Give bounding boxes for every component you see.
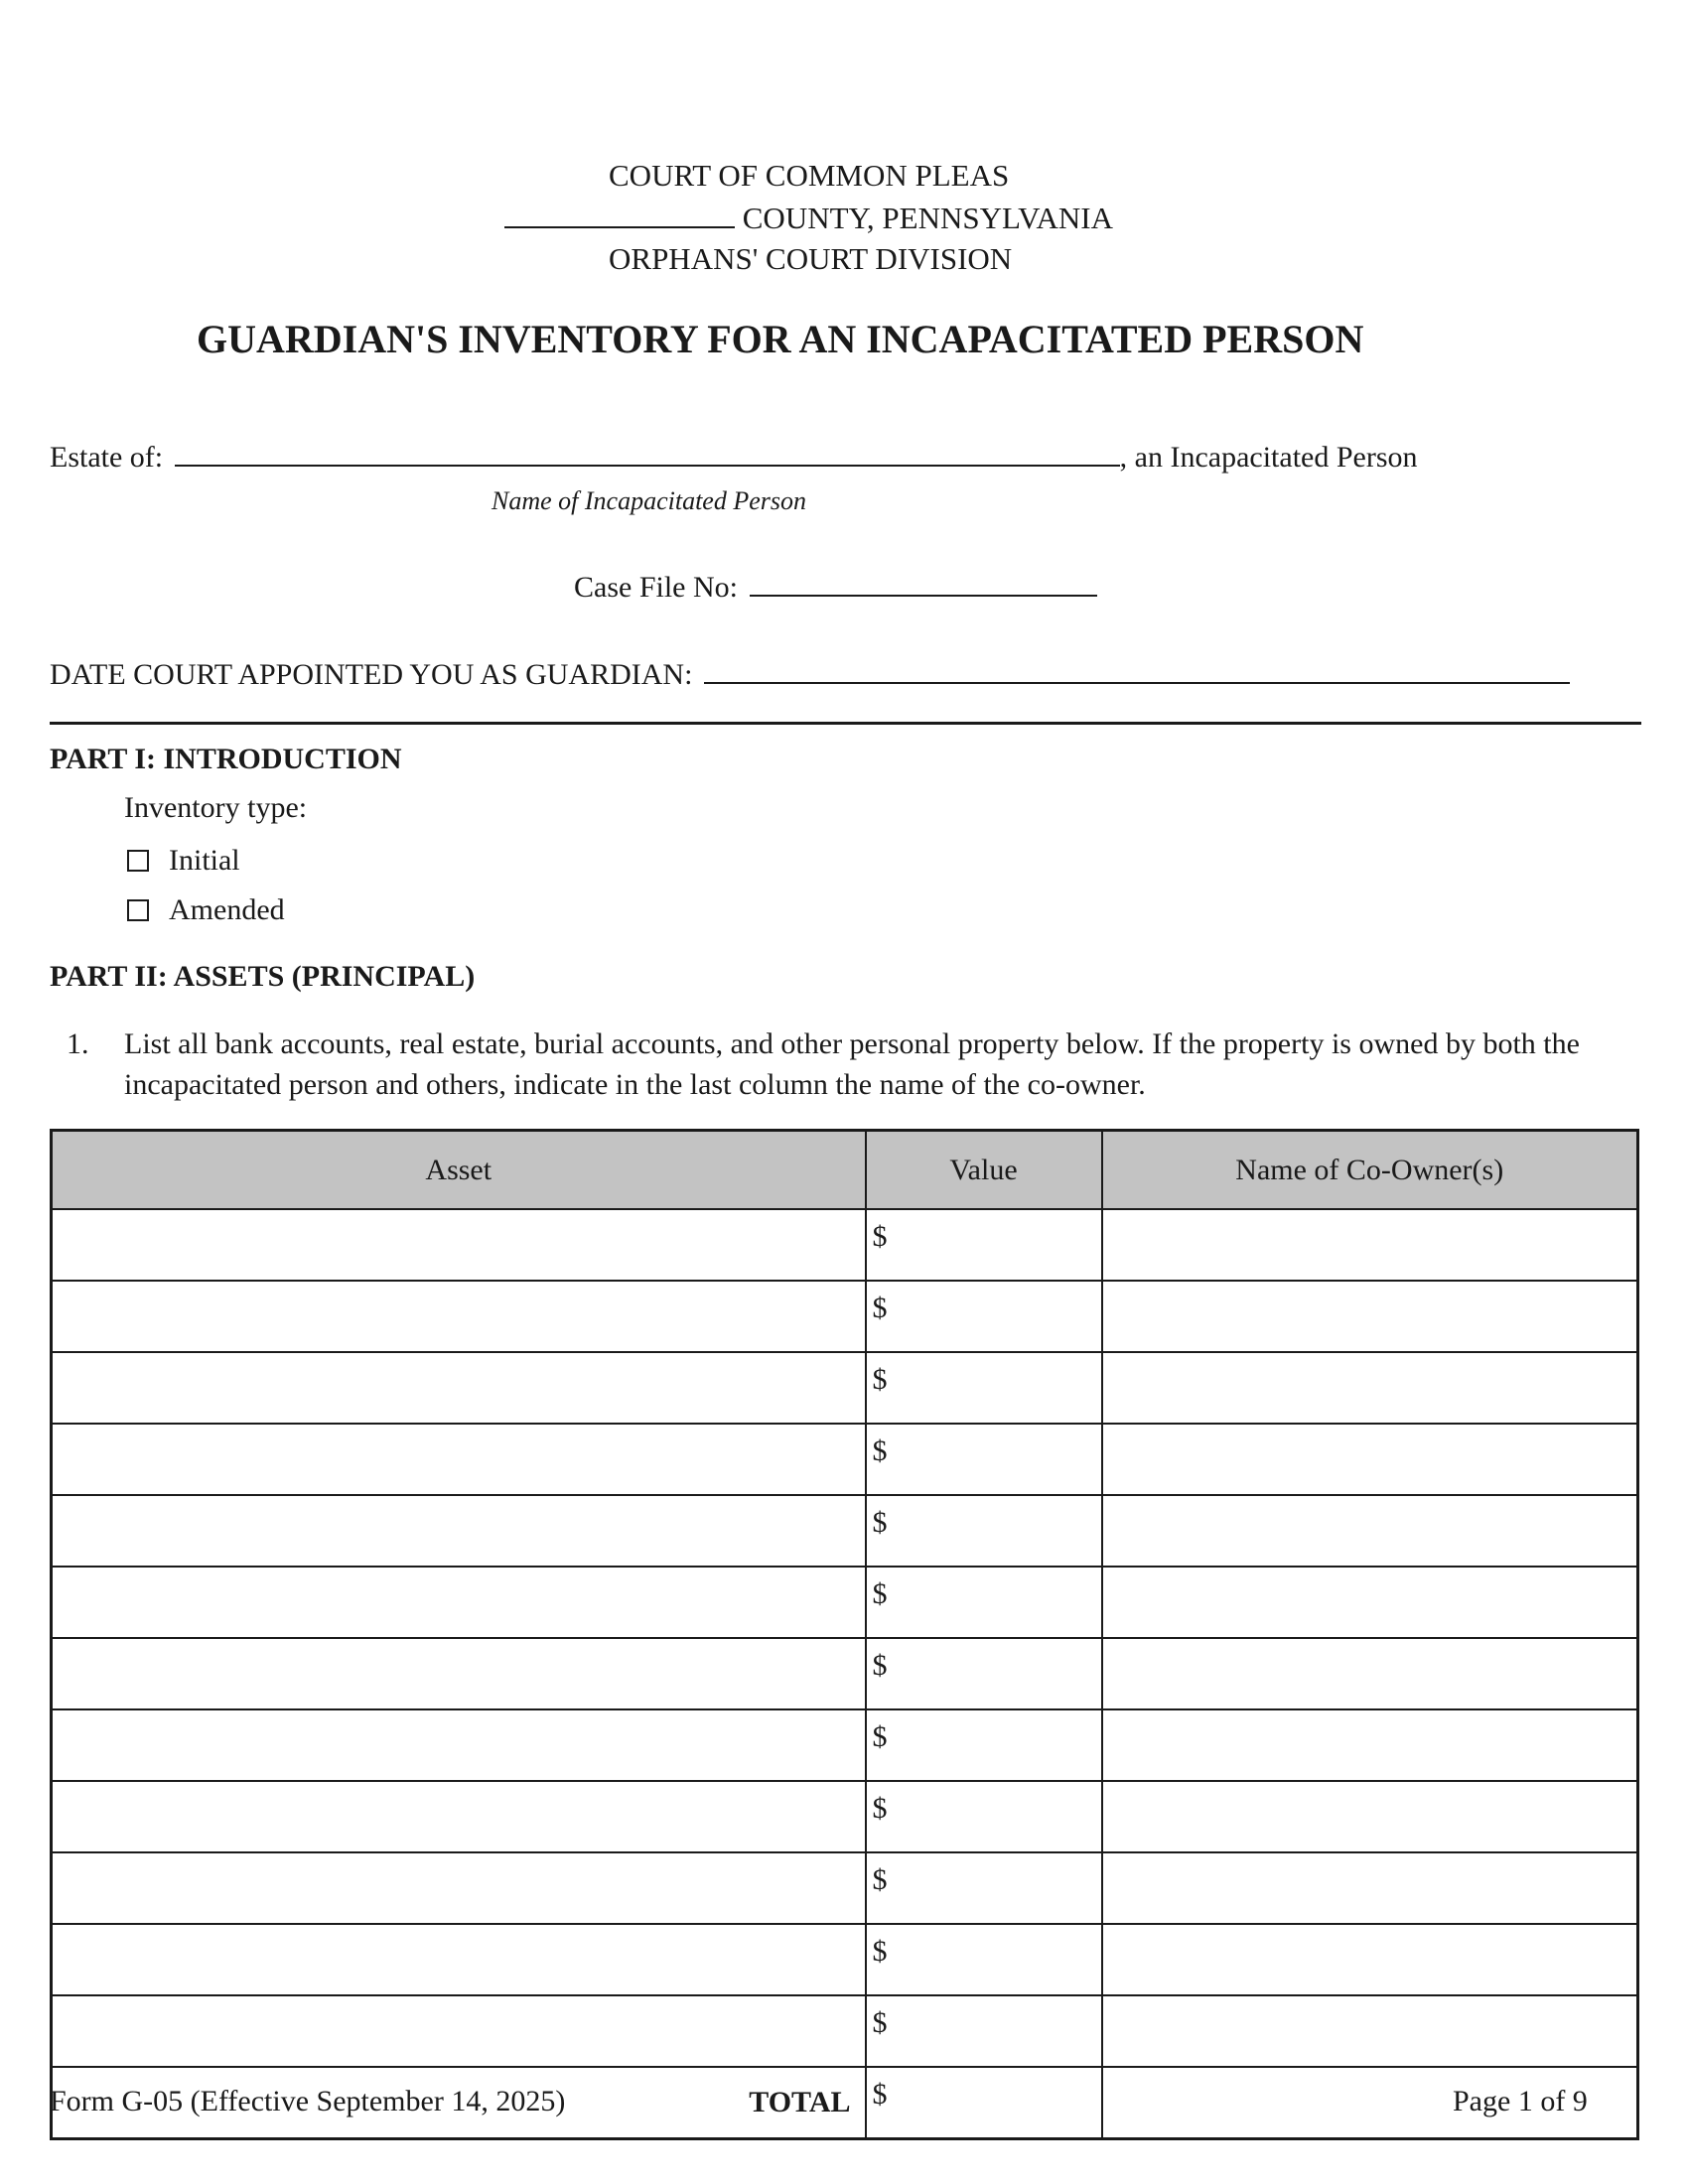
currency-symbol: $ — [872, 1792, 888, 1825]
asset-cell[interactable] — [52, 1495, 866, 1567]
case-file-field[interactable] — [750, 565, 1097, 597]
estate-line — [50, 435, 1418, 475]
asset-column-header: Asset — [52, 1131, 866, 1210]
currency-symbol: $ — [872, 1434, 888, 1467]
court-name: COURT OF COMMON PLEAS — [609, 158, 1010, 193]
currency-symbol: $ — [872, 1292, 888, 1324]
table-header-row — [52, 1131, 1638, 1210]
estate-suffix: , an Incapacitated Person — [1119, 441, 1418, 474]
table-row — [52, 1281, 1638, 1352]
value-cell[interactable] — [866, 1995, 1102, 2067]
co-owner-cell[interactable] — [1102, 1352, 1638, 1424]
form-id: Form G-05 (Effective September 14, 2025) — [50, 2085, 566, 2117]
currency-symbol: $ — [872, 1720, 888, 1753]
amended-label: Amended — [169, 893, 285, 926]
table-row — [52, 1638, 1638, 1709]
table-row — [52, 1424, 1638, 1495]
option-amended[interactable] — [127, 893, 285, 927]
value-cell[interactable] — [866, 1209, 1102, 1281]
asset-cell[interactable] — [52, 1352, 866, 1424]
co-owner-column-header: Name of Co-Owner(s) — [1102, 1131, 1638, 1210]
appointment-label: DATE COURT APPOINTED YOU AS GUARDIAN: — [50, 658, 693, 691]
value-cell[interactable] — [866, 1852, 1102, 1924]
asset-cell[interactable] — [52, 1567, 866, 1638]
currency-symbol: $ — [872, 2006, 888, 2039]
value-cell[interactable] — [866, 1781, 1102, 1852]
co-owner-cell[interactable] — [1102, 1924, 1638, 1995]
section-divider — [50, 722, 1641, 725]
co-owner-cell[interactable] — [1102, 1995, 1638, 2067]
value-cell[interactable] — [866, 1567, 1102, 1638]
co-owner-cell[interactable] — [1102, 1495, 1638, 1567]
part1-heading: PART I: INTRODUCTION — [50, 743, 402, 775]
asset-cell[interactable] — [52, 1638, 866, 1709]
assets-table — [50, 1129, 1639, 2140]
case-file-line — [574, 565, 1097, 605]
total-value-cell[interactable] — [866, 2067, 1102, 2139]
co-owner-cell[interactable] — [1102, 1709, 1638, 1781]
currency-symbol: $ — [872, 2078, 888, 2111]
asset-cell[interactable] — [52, 1209, 866, 1281]
co-owner-cell[interactable] — [1102, 1781, 1638, 1852]
table-row — [52, 1995, 1638, 2067]
incapacitated-person-name-field[interactable] — [175, 435, 1120, 467]
co-owner-cell[interactable] — [1102, 1209, 1638, 1281]
value-cell[interactable] — [866, 1352, 1102, 1424]
co-owner-cell[interactable] — [1102, 1852, 1638, 1924]
asset-cell[interactable] — [52, 1781, 866, 1852]
part2-heading: PART II: ASSETS (PRINCIPAL) — [50, 960, 476, 993]
table-row — [52, 1924, 1638, 1995]
co-owner-cell[interactable] — [1102, 1281, 1638, 1352]
appointment-date-field[interactable] — [704, 652, 1570, 684]
instruction-text: List all bank accounts, real estate, burial accounts, and other personal property below. If the property is owned by both the incapacitated person and others, indicate in the last column the name of the co-owner. — [124, 1027, 1580, 1101]
value-column-header: Value — [866, 1131, 1102, 1210]
court-division: ORPHANS' COURT DIVISION — [609, 241, 1013, 276]
form-title: GUARDIAN'S INVENTORY FOR AN INCAPACITATED PERSON — [197, 317, 1364, 361]
county-line — [504, 197, 1113, 239]
total-label: TOTAL — [52, 2067, 866, 2139]
instruction-number: 1. — [67, 1027, 89, 1060]
co-owner-cell[interactable] — [1102, 1424, 1638, 1495]
asset-cell[interactable] — [52, 1995, 866, 2067]
table-row — [52, 1781, 1638, 1852]
initial-checkbox[interactable] — [127, 850, 149, 872]
currency-symbol: $ — [872, 1363, 888, 1396]
asset-cell[interactable] — [52, 1424, 866, 1495]
value-cell[interactable] — [866, 1709, 1102, 1781]
currency-symbol: $ — [872, 1220, 888, 1253]
table-row — [52, 1852, 1638, 1924]
case-file-label: Case File No: — [574, 571, 738, 604]
table-row — [52, 1495, 1638, 1567]
value-cell[interactable] — [866, 1281, 1102, 1352]
value-cell[interactable] — [866, 1495, 1102, 1567]
asset-cell[interactable] — [52, 1924, 866, 1995]
inventory-type-label: Inventory type: — [124, 791, 308, 824]
value-cell[interactable] — [866, 1638, 1102, 1709]
part2-instruction — [50, 1024, 1636, 1105]
appointment-line — [50, 652, 1570, 692]
initial-label: Initial — [169, 844, 240, 877]
asset-cell[interactable] — [52, 1709, 866, 1781]
currency-symbol: $ — [872, 1935, 888, 1968]
asset-cell[interactable] — [52, 1852, 866, 1924]
name-caption: Name of Incapacitated Person — [492, 486, 806, 515]
table-row — [52, 1709, 1638, 1781]
currency-symbol: $ — [872, 1506, 888, 1539]
co-owner-cell[interactable] — [1102, 1567, 1638, 1638]
table-row — [52, 1567, 1638, 1638]
page-number: Page 1 of 9 — [1453, 2085, 1588, 2117]
currency-symbol: $ — [872, 1577, 888, 1610]
estate-label: Estate of: — [50, 441, 164, 474]
currency-symbol: $ — [872, 1863, 888, 1896]
option-initial[interactable] — [127, 844, 240, 878]
county-label: COUNTY, PENNSYLVANIA — [742, 201, 1113, 235]
co-owner-cell[interactable] — [1102, 1638, 1638, 1709]
table-row — [52, 1209, 1638, 1281]
value-cell[interactable] — [866, 1924, 1102, 1995]
county-blank[interactable] — [504, 197, 735, 228]
asset-cell[interactable] — [52, 1281, 866, 1352]
currency-symbol: $ — [872, 1649, 888, 1682]
amended-checkbox[interactable] — [127, 899, 149, 921]
table-row — [52, 1352, 1638, 1424]
value-cell[interactable] — [866, 1424, 1102, 1495]
